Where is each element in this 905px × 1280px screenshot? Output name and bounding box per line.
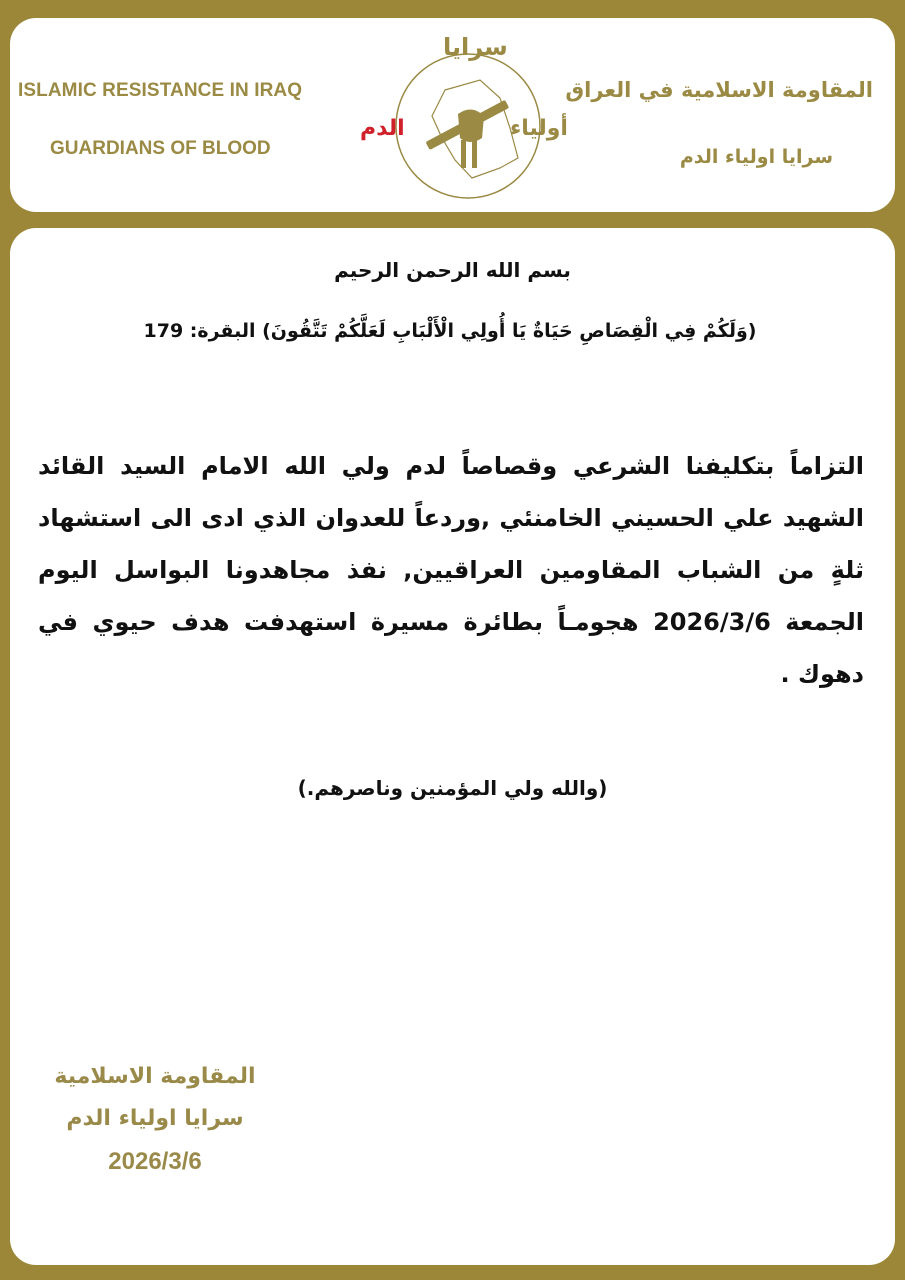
signature-organization: المقاومة الاسلامية xyxy=(54,1064,256,1089)
logo-word-awliya: أولياء xyxy=(510,116,568,141)
statement-card xyxy=(10,228,895,1265)
signature-unit: سرايا اولياء الدم xyxy=(66,1106,244,1131)
quran-verse: (وَلَكُمْ فِي الْقِصَاصِ حَيَاةٌ يَا أُولِي الْأَلْبَابِ لَعَلَّكُمْ تَتَّقُونَ) البقرة: 179 xyxy=(143,320,757,342)
closing-line: (والله ولي المؤمنين وناصرهم.) xyxy=(297,776,608,800)
logo-word-aldam: الدم xyxy=(360,116,405,141)
arabic-subtitle: سرايا اولياء الدم xyxy=(679,146,833,168)
statement-paragraph: التزاماً بتكليفنا الشرعي وقصاصاً لدم ولي الله الامام السيد القائد الشهيد علي الحسيني الخامنئي ,وردعاً للعدوان الذي ادى الى استشهاد ثلةٍ من الشباب المقاومين العراقيين, نفذ مجاهدونا البواسل اليوم الجمعة 2026/3/6 هجومـاً بطائرة مسيرة استهدفت هدف حيوي في دهوك . xyxy=(38,452,864,688)
english-subtitle: GUARDIANS OF BLOOD xyxy=(50,138,271,159)
signature-date: 2026/3/6 xyxy=(108,1148,202,1175)
header-card xyxy=(10,18,895,212)
basmala: بسم الله الرحمن الرحيم xyxy=(334,258,571,282)
organization-logo xyxy=(360,28,570,206)
english-title: ISLAMIC RESISTANCE IN IRAQ xyxy=(18,80,303,101)
arabic-title: المقاومة الاسلامية في العراق xyxy=(565,78,873,102)
logo-word-saraya: سرايا xyxy=(443,33,508,61)
